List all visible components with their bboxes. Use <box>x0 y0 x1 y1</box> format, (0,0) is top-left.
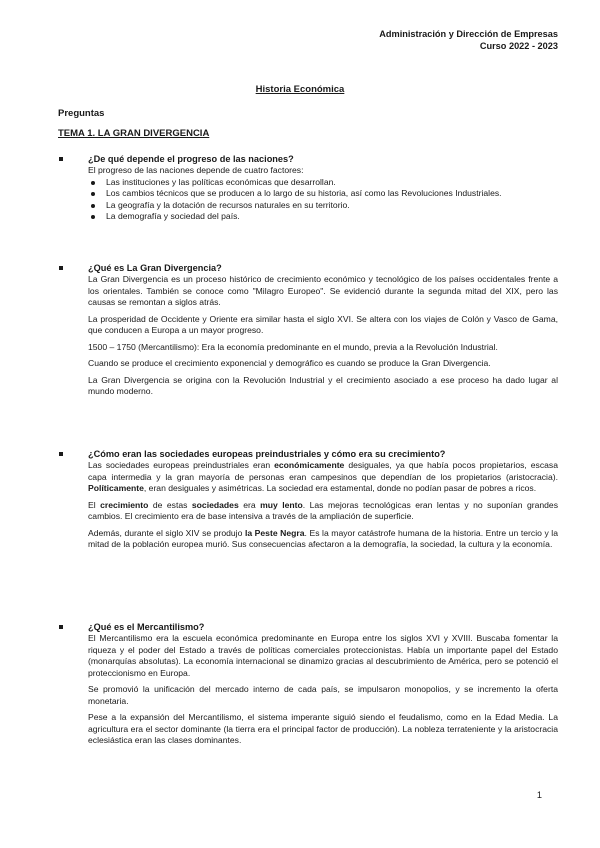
paragraph: El crecimiento de estas sociedades era muy lento. Las mejoras tecnológicas eran lentas y no suponían grandes cambios. El crecimiento era de base intensiva a través de la ampliación de superficie. <box>88 499 559 521</box>
paragraph: Se promovió la unificación del mercado interno de cada país, se impulsaron monopolios, y se incremento la oferta monetaria. <box>88 684 558 706</box>
question-section-1 <box>58 153 558 223</box>
answer-body <box>88 165 558 223</box>
list-item: La geografía y la dotación de recursos naturales en su territorio. <box>106 200 558 212</box>
document-header <box>379 28 558 52</box>
bullet-icon <box>91 181 95 185</box>
paragraph: 1500 – 1750 (Mercantilismo): Era la economía predominante en el mundo, previa a la Revolución Industrial. <box>88 341 498 352</box>
answer-body <box>88 460 558 551</box>
page-number: 1 <box>536 790 542 800</box>
header-degree: Administración y Dirección de Empresas <box>379 29 558 39</box>
answer-body <box>88 633 558 747</box>
document-title: Historia Económica <box>255 84 345 95</box>
section-label: Preguntas <box>58 108 105 119</box>
answer-body <box>88 274 558 398</box>
paragraph: Cuando se produce el crecimiento exponencial y demográfico es cuando se produce la Gran Divergencia. <box>88 358 491 368</box>
paragraph: La prosperidad de Occidente y Oriente era similar hasta el siglo XVI. Se altera con los viajes de Colón y Vasco de Gama, que conducen a Europa a un mayor progreso. <box>88 313 558 335</box>
question-section-2 <box>58 262 558 403</box>
answer-intro: El progreso de las naciones depende de cuatro factores: <box>88 165 304 175</box>
list-item: Los cambios técnicos que se producen a lo largo de su historia, así como las Revoluciones Industriales. <box>106 188 558 200</box>
list-item: Las instituciones y las políticas económicas que desarrollan. <box>106 177 558 189</box>
bullet-icon <box>91 215 95 219</box>
tema-title: TEMA 1. LA GRAN DIVERGENCIA <box>58 128 210 139</box>
square-bullet-icon <box>59 157 63 161</box>
question-section-3 <box>58 448 558 556</box>
list-item: La demografía y sociedad del país. <box>106 211 558 223</box>
question-heading: ¿Qué es La Gran Divergencia? <box>58 262 558 274</box>
square-bullet-icon <box>59 452 63 456</box>
paragraph: El Mercantilismo era la escuela económica predominante en Europa entre los siglos XVI y XVIII. Buscaba fomentar la riqueza y el poder del Estado a través de políticas comerciales proteccionistas. Había un importante papel del Estado (monarquías absolutas). La economía internacional se dinamizo gracias al descubrimiento de América, pero se potenció el proteccionismo en Europa. <box>88 633 558 678</box>
paragraph: Además, durante el siglo XIV se produjo la Peste Negra. Es la mayor catástrofe humana de la historia. Entre un tercio y la mitad de la población europea murió. Sus consecuencias afectaron a la demografía, la sociedad, la cultura y la economía. <box>88 527 558 549</box>
square-bullet-icon <box>59 625 63 629</box>
question-heading: ¿De qué depende el progreso de las naciones? <box>58 153 558 165</box>
paragraph: Las sociedades europeas preindustriales eran económicamente desiguales, ya que había pocos propietarios, escasa capa intermedia y la gran mayoría de personas eran campesinos que dependían de los propietarios (aristocracia). Políticamente, eran desiguales y asimétricas. La sociedad era estamental, donde no podían pasar de pobres a ricos. <box>88 460 558 493</box>
header-course: Curso 2022 - 2023 <box>479 41 558 51</box>
question-heading: ¿Qué es el Mercantilismo? <box>58 621 558 633</box>
factor-list <box>88 177 558 223</box>
square-bullet-icon <box>59 266 63 270</box>
question-heading: ¿Cómo eran las sociedades europeas preindustriales y cómo era su crecimiento? <box>58 448 558 460</box>
bullet-icon <box>91 192 95 196</box>
question-section-4 <box>58 621 558 752</box>
paragraph: La Gran Divergencia es un proceso histórico de crecimiento económico y tecnológico de los países occidentales frente a los orientales. También se conoce como "Milagro Europeo". Se evidenció durante la segunda mitad del XIX, pero las causas se remontan a siglos atrás. <box>88 274 558 307</box>
bullet-icon <box>91 204 95 208</box>
paragraph: Pese a la expansión del Mercantilismo, el sistema imperante siguió siendo el feudalismo, como en la Edad Media. La agricultura era el sector dominante (la tierra era el principal factor de producción). La nobleza terrateniente y la aristocracia eclesiástica eran las clases dominantes. <box>88 712 558 745</box>
paragraph: La Gran Divergencia se origina con la Revolución Industrial y el crecimiento asociado a ese proceso ha dado lugar al mundo moderno. <box>88 374 558 396</box>
